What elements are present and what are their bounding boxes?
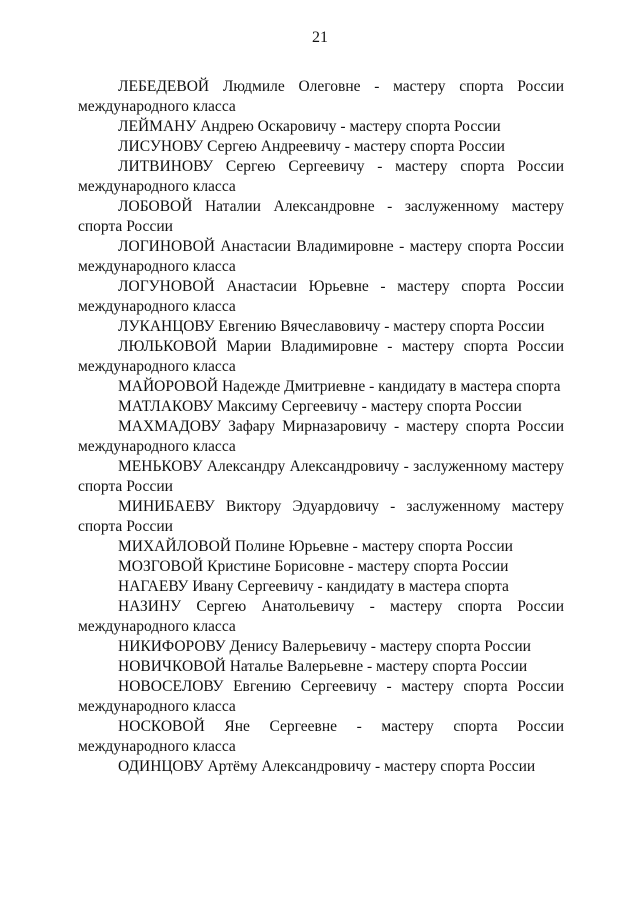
award-entry: ЛЕБЕДЕВОЙ Людмиле Олеговне - мастеру спорта России международного класса: [78, 78, 564, 115]
award-entry: МАХМАДОВУ Зафару Мирназаровичу - мастеру спорта России международного класса: [78, 418, 564, 455]
award-entry: ОДИНЦОВУ Артёму Александровичу - мастеру спорта России: [118, 758, 536, 775]
award-entry: ЛИСУНОВУ Сергею Андреевичу - мастеру спорта России: [118, 138, 505, 155]
award-entry: ЛОГУНОВОЙ Анастасии Юрьевне - мастеру спорта России международного класса: [78, 278, 564, 315]
award-entry: НАГАЕВУ Ивану Сергеевичу - кандидату в мастера спорта: [118, 578, 509, 595]
award-entry: ЛЕЙМАНУ Андрею Оскаровичу - мастеру спорта России: [118, 118, 501, 135]
award-entry: МИХАЙЛОВОЙ Полине Юрьевне - мастеру спорта России: [118, 538, 513, 555]
award-entry: НОВОСЕЛОВУ Евгению Сергеевичу - мастеру спорта России международного класса: [78, 678, 564, 715]
award-entry: ЛУКАНЦОВУ Евгению Вячеславовичу - мастеру спорта России: [118, 318, 545, 335]
award-entry: ЛОГИНОВОЙ Анастасии Владимировне - мастеру спорта России международного класса: [78, 238, 564, 275]
award-entry: НОСКОВОЙ Яне Сергеевне - мастеру спорта России международного класса: [78, 718, 564, 755]
award-entry: ЛИТВИНОВУ Сергею Сергеевичу - мастеру спорта России международного класса: [78, 158, 564, 195]
award-entry: МАЙОРОВОЙ Надежде Дмитриевне - кандидату в мастера спорта: [118, 378, 561, 395]
award-entry: НИКИФОРОВУ Денису Валерьевичу - мастеру спорта России: [118, 638, 531, 655]
page-number: 21: [312, 29, 328, 46]
award-entry: МИНИБАЕВУ Виктору Эдуардовичу - заслуженному мастеру спорта России: [78, 498, 564, 535]
award-entry: НАЗИНУ Сергею Анатольевичу - мастеру спорта России международного класса: [78, 598, 564, 635]
award-entry: НОВИЧКОВОЙ Наталье Валерьевне - мастеру спорта России: [118, 658, 528, 675]
award-entry: ЛЮЛЬКОВОЙ Марии Владимировне - мастеру спорта России международного класса: [78, 338, 564, 375]
award-entry: МЕНЬКОВУ Александру Александровичу - заслуженному мастеру спорта России: [78, 458, 564, 495]
awards-list: [78, 77, 564, 777]
award-entry: МАТЛАКОВУ Максиму Сергеевичу - мастеру спорта России: [118, 398, 522, 415]
award-entry: МОЗГОВОЙ Кристине Борисовне - мастеру спорта России: [118, 558, 509, 575]
award-entry: ЛОБОВОЙ Наталии Александровне - заслуженному мастеру спорта России: [78, 198, 564, 235]
